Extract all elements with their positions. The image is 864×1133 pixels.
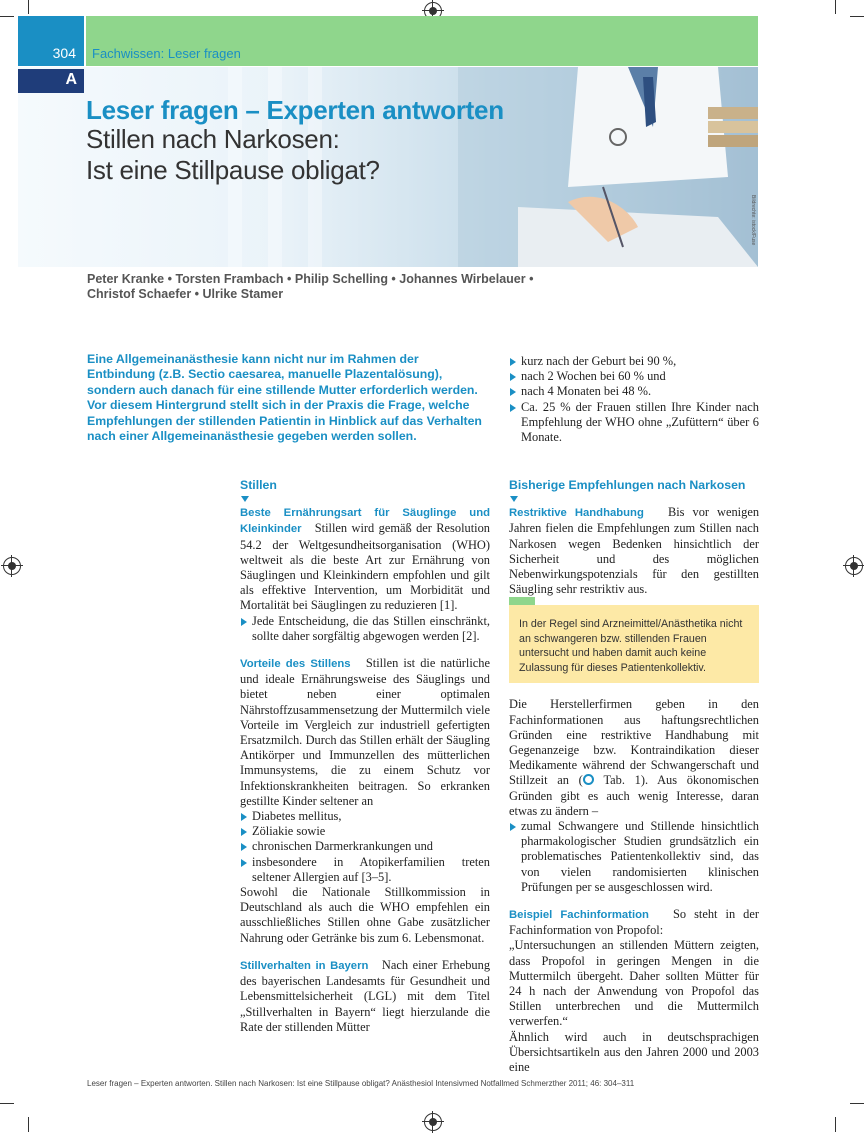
run-in-heading: Stillverhalten in Bayern [240,959,369,972]
article-title [86,124,380,186]
crop-mark [28,0,29,14]
info-box [509,605,759,683]
list-item: Jede Entscheidung, die das Stillen einschränkt, sollte daher sorgfältig abgewogen werden [2]. [240,614,490,644]
crop-mark [835,1117,836,1132]
paragraph: Ähnlich wird auch in deutschsprachigen Übersichtsartikeln aus den Jahren 2000 und 2003 eine [509,1029,759,1075]
crop-mark [0,16,14,17]
part-letter-badge: A [18,69,84,93]
paragraph [509,697,759,819]
author-line: Peter Kranke • Torsten Frambach • Philip Schelling • Johannes Wirbelauer • [87,272,534,286]
right-column [509,478,759,1075]
paragraph [509,505,759,597]
article-title-line: Stillen nach Narkosen: [86,124,340,154]
paragraph-text: Stillen wird gemäß der Resolution 54.2 der Weltgesundheitsorganisation (WHO) weltweit als die beste Art zur Ernährung von Säuglingen und Kleinkindern empfohlen und gilt als effektive Intervention, um Morbidität und Mortalität bei Säuglingen zu reduzieren [1]. [240,521,490,613]
list-item: Zöliakie sowie [240,824,490,839]
section-heading: Stillen [240,478,277,492]
list-item: insbesondere in Atopikerfamilien treten seltener Allergien auf [3–5]. [240,855,490,885]
run-in-heading: Restriktive Handhabung [509,507,644,520]
registration-mark-icon [424,1113,442,1131]
article-kicker: Leser fragen – Experten antworten [86,95,504,125]
list-item: nach 4 Monaten bei 48 %. [509,384,759,399]
author-line: Christof Schaefer • Ulrike Stamer [87,287,284,301]
run-in-heading: Beispiel Fachinformation [509,909,649,922]
paragraph [240,656,490,809]
intro-abstract: Eine Allgemeinanästhesie kann nicht nur im Rahmen der Entbindung (z.B. Sectio caesarea, manuelle Plazentalösung), sondern auch danach für eine stillende Mutter erforderlich werden. Vor diesem Hintergrund stellt sich in der Praxis die Frage, welche Empfehlungen der stillenden Patientin in Hinblick auf das Verhalten nach einer Allgemeinanästhesie gegeben werden sollen. [87,352,482,444]
paragraph [240,505,490,613]
run-in-heading: Beste Ernährungsart für Säuglinge und Kleinkinder [240,507,490,536]
list-item: chronischen Darmerkrankungen und [240,839,490,854]
list-item: zumal Schwangere und Stillende hinsichtlich pharmakologischer Studien grundsätzlich ein problematisches Patientenkollektiv sind, das von vielen randomisierten klinischen Prüfungen per se ausgeschlossen wird. [509,819,759,895]
paragraph-text: Die Herstellerfirmen geben in den Fachinformationen aus haftungsrechtlichen Gründen eine restriktive Handhabung mit Gegenanzeige bzw. Kontraindikation dieser Medikamente während der Schwangerschaft und Stillzeit an ( [509,697,759,788]
statistics-list [509,354,759,445]
registration-mark-icon [3,557,21,575]
crop-mark [0,1103,14,1104]
footer-citation: Leser fragen – Experten antworten. Stillen nach Narkosen: Ist eine Stillpause obligat? Anästhesiol Intensivmed Notfallmed Schmerzther 2011; 46: 304–311 [87,1079,635,1088]
paragraph-text: Nach einer Erhebung des bayerischen Landesamts für Gesundheit und Lebensmittelsicherheit (LGL) mit dem Titel „Stillverhalten in Bayern“ liegt hierzulande die Rate der stillenden Mütter [240,957,491,1034]
section-heading: Bisherige Empfehlungen nach Narkosen [509,478,746,492]
table-reference-link[interactable]: Tab. 1 [603,773,641,788]
list-item: kurz nach der Geburt bei 90 %, [509,354,759,369]
paragraph-text: ). Aus ökonomischen Gründen gibt es auch wenig Interesse, daran etwas zu ändern – [509,773,759,818]
image-credit: Bildrechte: istock/Fuse [750,195,756,246]
paragraph [240,958,490,1035]
paragraph [509,907,759,938]
crop-mark [850,1103,864,1104]
table-reference-icon [583,774,594,785]
arrow-down-icon [241,496,249,502]
registration-mark-icon [845,557,863,575]
paragraph: Sowohl die Nationale Stillkommission in Deutschland als auch die WHO empfehlen ein ausschließliches Stillen ohne Gabe zusätzlicher Nahrung oder Getränke bis zum 6. Lebensmonat. [240,885,490,945]
crop-mark [28,1117,29,1132]
quote: „Untersuchungen an stillenden Müttern zeigten, dass Propofol in geringen Mengen in die Muttermilch übergeht. Daher sollten Mütter für 24 h nach der Anwendung von Propofol das Stillen unterbrechen und die Muttermilch verwerfen.“ [509,938,759,1029]
list-item: Ca. 25 % der Frauen stillen Ihre Kinder nach Empfehlung der WHO ohne „Zufüttern“ über 6 Monate. [509,400,759,446]
left-column [240,478,490,1035]
crop-mark [850,16,864,17]
run-in-heading: Vorteile des Stillens [240,658,351,671]
info-box-text: In der Regel sind Arzneimittel/Anästhetika nicht an schwangeren bzw. stillenden Frauen untersucht und haben damit auch keine Zulassung für dieses Patientenkollektiv. [519,618,743,674]
list-item: Diabetes mellitus, [240,809,490,824]
paragraph-text: Stillen ist die natürliche und ideale Ernährungsweise des Säuglings und bietet neben einer optimalen Nährstoffzusammensetzung der Muttermilch viele Vorteile im Vergleich zur industriell gefertigten Ersatzmilch. Durch das Stillen erhält der Säugling Antikörper und Immunzellen des mütterlichen Immunsystems, die zu einem Schutz vor Infektionskrankheiten beitragen. So erkranken gestillte Kinder seltener an [240,656,490,808]
paragraph-text: So steht in der Fachinformation von Propofol: [509,907,759,938]
paragraph-text: Bis vor wenigen Jahren fielen die Empfehlungen zum Stillen nach Narkosen wegen Bedenken hinsichtlich der Sicherheit und des möglichen Nebenwirkungspotenzials für den gestillten Säugling sehr restriktiv aus. [509,505,760,597]
section-title: Fachwissen: Leser fragen [92,46,241,61]
author-list [87,272,533,302]
arrow-down-icon [510,496,518,502]
article-title-line: Ist eine Stillpause obligat? [86,155,380,185]
info-box-tab [509,597,535,605]
list-item: nach 2 Wochen bei 60 % und [509,369,759,384]
crop-mark [835,0,836,14]
page-number: 304 [18,16,84,66]
